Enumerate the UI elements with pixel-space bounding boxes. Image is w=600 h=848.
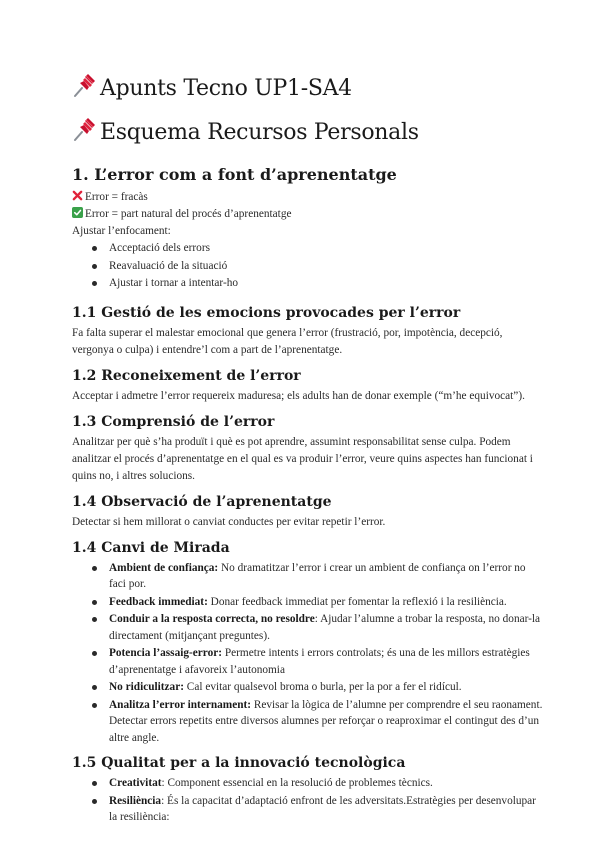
ajustar-enfocament: Ajustar l’enfocament:: [72, 225, 171, 237]
item-term: Ambient de confiança:: [109, 561, 219, 574]
list-item: [109, 679, 544, 696]
cross-mark-icon: [72, 190, 83, 201]
item-term: Conduir a la resposta correcta, no resoldre: [109, 613, 315, 625]
item-term: Potencia l’assaig-error:: [109, 647, 223, 659]
qualitat-list: [72, 775, 544, 826]
section-1-1-heading: 1.1 Gestió de les emocions provocades per l’error: [72, 304, 461, 321]
item-term: Resiliència: [109, 794, 162, 807]
canvi-mirada-list: [72, 560, 544, 747]
item-desc: : És la capacitat d’adaptació enfront de les adversitats.Estratègies per desenvolupar la resiliència:: [109, 794, 536, 823]
section-1-3-text: Analitzar per què s’ha produït i què es pot aprendre, assumint responsabilitat sense culpa. Podem analitzar el procés d’aprenentatge en el qual es va produir l’error, veure quins aspectes han funcionat i quins no, i altres solucions.: [72, 435, 533, 482]
title-1-text: Apunts Tecno UP1-SA4: [100, 76, 352, 101]
item-term: Feedback immediat:: [109, 595, 208, 608]
list-item: [109, 775, 544, 792]
section-1-5-heading: 1.5 Qualitat per a la innovació tecnològica: [72, 755, 406, 771]
item-term: Creativitat: [109, 777, 162, 789]
item-desc: : Component essencial en la resolució de problemes tècnics.: [161, 777, 433, 789]
section-1-2-heading: 1.2 Reconeixement de l’error: [72, 367, 301, 384]
section-1-3-heading: 1.3 Comprensió de l’error: [72, 413, 275, 430]
error-natural-line: [72, 206, 544, 223]
section-1-1-text: Fa falta superar el malestar emocional que genera l’error (frustració, por, impotència, decepció, vergonya o culpa) i entendre’l com a part de l’aprenentatge.: [72, 326, 503, 356]
list-item: Ajustar i tornar a intentar-ho: [109, 275, 544, 292]
list-item: [109, 697, 544, 747]
error-fracas-line: [72, 189, 544, 206]
enfocament-list: [72, 240, 544, 292]
item-desc: No dramatitzar l’error i crear un ambient de confiança on l’error no faci por.: [109, 561, 526, 590]
item-term: No ridiculitzar:: [109, 681, 184, 693]
section-canvi-mirada-heading: 1.4 Canvi de Mirada: [72, 539, 230, 556]
pushpin-icon: [72, 116, 98, 142]
list-item: Acceptació dels errors: [109, 240, 544, 257]
item-desc: Permetre intents i errors controlats; és una de les millors estratègies d’aprenentatge i afavoreix l’autonomia: [109, 647, 530, 676]
section-1-heading: 1. L’error com a font d’aprenentatge: [72, 165, 397, 184]
doc-title-1: [72, 72, 544, 106]
list-item: [109, 594, 544, 611]
list-item: [109, 793, 544, 826]
title-2-text: Esquema Recursos Personals: [100, 120, 419, 145]
error-fracas-text: Error = fracàs: [85, 191, 148, 203]
list-item: [109, 645, 544, 678]
doc-title-2: [72, 116, 544, 150]
error-natural-text: Error = part natural del procés d’aprenentatge: [85, 208, 292, 220]
section-1-4-heading: 1.4 Observació de l’aprenentatge: [72, 493, 332, 510]
section-1-2-text: Acceptar i admetre l’error requereix maduresa; els adults han de donar exemple (“m’he equivocat”).: [72, 389, 525, 402]
check-mark-icon: [72, 207, 83, 218]
item-term: Analitza l’error internament:: [109, 698, 252, 711]
section-1-4-text: Detectar si hem millorat o canviat conductes per evitar repetir l’error.: [72, 515, 386, 528]
item-desc: Cal evitar qualsevol broma o burla, per la por a fer el ridícul.: [183, 681, 462, 693]
pushpin-icon: [72, 72, 98, 98]
item-desc: Donar feedback immediat per fomentar la reflexió i la resiliència.: [207, 595, 507, 608]
item-desc: Revisar la lògica de l’alumne per comprendre el seu raonament. Detectar errors repetits entre diversos alumnes per reforçar o reaproximar el contingut des d’un altre angle.: [109, 698, 543, 744]
item-desc: : Ajudar l’alumne a trobar la resposta, no donar-la directament (mitjançant preguntes).: [109, 613, 541, 642]
list-item: [109, 560, 544, 593]
list-item: [109, 611, 544, 644]
list-item: Reavaluació de la situació: [109, 258, 544, 275]
